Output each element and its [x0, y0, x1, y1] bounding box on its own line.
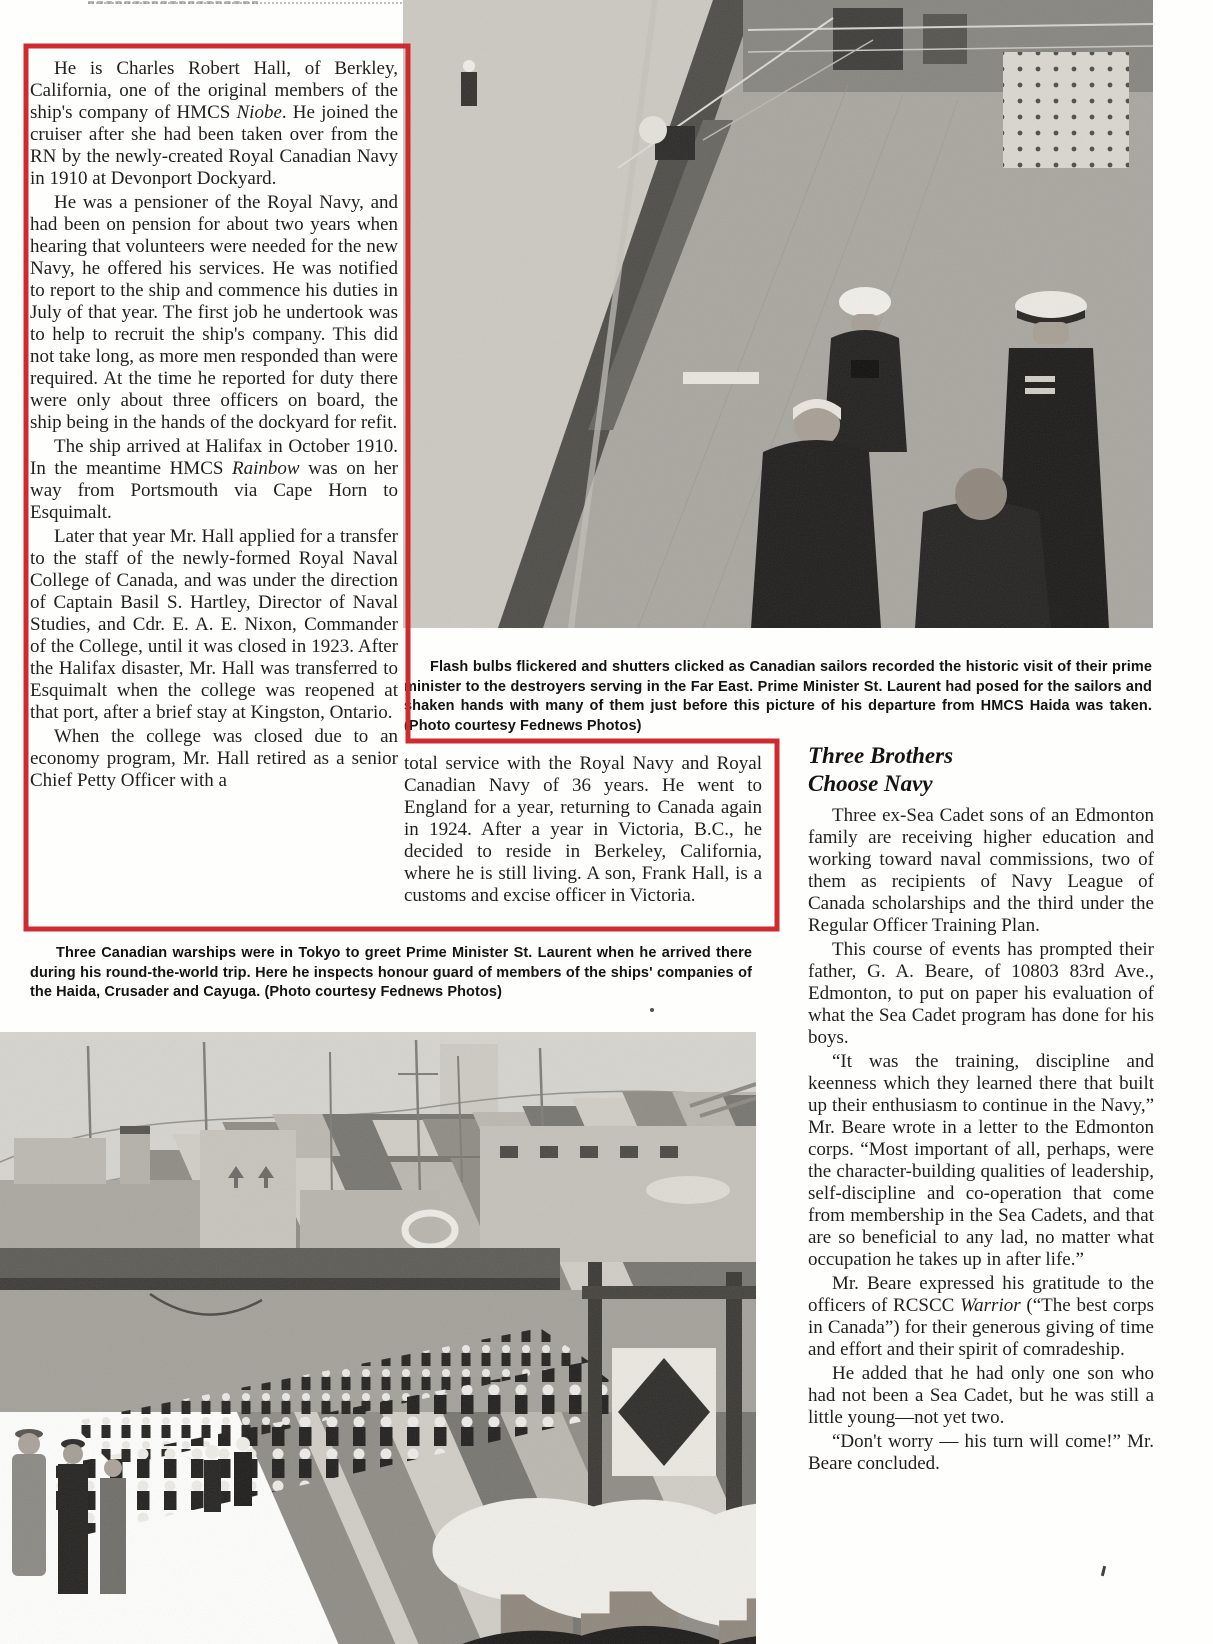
honour-guard-inspection-photo	[0, 1032, 756, 1644]
scan-speck	[650, 1008, 654, 1012]
deck-photo-illustration	[403, 0, 1153, 628]
scan-speck	[1101, 1566, 1106, 1576]
film-grain-overlay	[0, 1032, 756, 1644]
paragraph-training-quote: “It was the training, discipline and keenness which they learned there that built up their enthusiasm to continue in the Navy,” Mr. Beare wrote in a letter to the Edmonton corps. “Most important of all, perhaps, were the character-building qualities of leadership, self-discipline and co-operation that come from membership in the Sea Cadets, and that are so beneficial to any lad, no matter what occupation he takes up in after life.”	[808, 1051, 1154, 1270]
heading-line-1: Three Brothers	[808, 743, 954, 768]
bottom-photo-caption: Three Canadian warships were in Tokyo to greet Prime Minister St. Laurent when he arrived there during his round-the-world trip. Here he inspects honour guard of members of the ships' companies of the Haida, Crusader and Cayuga. (Photo courtesy Fednews Photos)	[30, 945, 752, 1000]
heading-line-2: Choose Navy	[808, 771, 933, 796]
paragraph-hall-intro: He is Charles Robert Hall, of Berkley, California, one of the original members of the ship's company of HMCS Niobe. He joined the cruiser after she had been taken over from the RN by the newly-created Royal Canadian Navy in 1910 at Devonport Dockyard.	[30, 58, 398, 189]
film-grain-overlay	[403, 0, 1153, 628]
paragraph-retirement: When the college was closed due to an economy program, Mr. Hall retired as a senior Chief Petty Officer with a	[30, 726, 398, 791]
paragraph-naval-college: Later that year Mr. Hall applied for a transfer to the staff of the newly-formed Royal Naval College of Canada, and was under the direction of Captain Basil S. Hartley, Director of Naval Studies, and Cdr. E. A. E. Nixon, Commander of the College, until it was closed in 1923. After the Halifax disaster, Mr. Hall was transferred to Esquimalt when the college was reopened at that port, after a brief stay at Kingston, Ontario.	[30, 526, 398, 723]
article-right-column	[808, 742, 1154, 1477]
paragraph-youngest-son: He added that he had only one son who had not been a Sea Cadet, but he was still a little young—not yet two.	[808, 1363, 1154, 1428]
paragraph-three-sons: Three ex-Sea Cadet sons of an Edmonton family are receiving higher education and working toward naval commissions, two of them as recipients of Navy League of Canada scholarships and the third under the Regular Officer Training Plan.	[808, 805, 1154, 936]
three-brothers-heading	[808, 742, 1154, 798]
article-left-column	[30, 58, 398, 794]
top-photo-caption: Flash bulbs flickered and shutters clicked as Canadian sailors recorded the historic visit of their prime minister to the destroyers serving in the Far East. Prime Minister St. Laurent had posed for the sailors and shaken hands with many of them just before this picture of his departure from HMCS Haida was taken. (Photo courtesy Fednews Photos)	[404, 659, 1152, 734]
dock-photo-illustration	[0, 1032, 756, 1644]
paragraph-total-service: total service with the Royal Navy and Royal Canadian Navy of 36 years. He went to England for a year, returning to Canada again in 1924. After a year in Victoria, B.C., he decided to reside in Berkeley, California, where he is still living. A son, Frank Hall, is a customs and excise officer in Victoria.	[404, 753, 762, 906]
paragraph-halifax: The ship arrived at Halifax in October 1910. In the meantime HMCS Rainbow was on her way from Portsmouth via Cape Horn to Esquimalt.	[30, 436, 399, 523]
paragraph-conclusion: “Don't worry — his turn will come!” Mr. Beare concluded.	[808, 1431, 1154, 1474]
paragraph-father-beare: This course of events has prompted their father, G. A. Beare, of 10803 83rd Ave., Edmonton, to put on paper his evaluation of what the Sea Cadet program has done for his boys.	[808, 939, 1154, 1048]
prime-minister-deck-photo	[403, 0, 1153, 628]
article-middle-column	[404, 753, 762, 909]
paragraph-gratitude: Mr. Beare expressed his gratitude to the officers of RCSCC Warrior (“The best corps in Canada”) for their generous giving of time and effort and their spirit of comradeship.	[808, 1273, 1154, 1360]
scan-artifact-dark-dash	[88, 1, 258, 4]
paragraph-pensioner: He was a pensioner of the Royal Navy, and had been on pension for about two years when hearing that volunteers were needed for the new Navy, he offered his services. He was notified to report to the ship and commence his duties in July of that year. The first job he undertook was to help to recruit the ship's company. This did not take long, as more men responded than were required. At the time he reported for duty there were only about three officers on board, the ship being in the hands of the dockyard for refit.	[30, 192, 398, 433]
